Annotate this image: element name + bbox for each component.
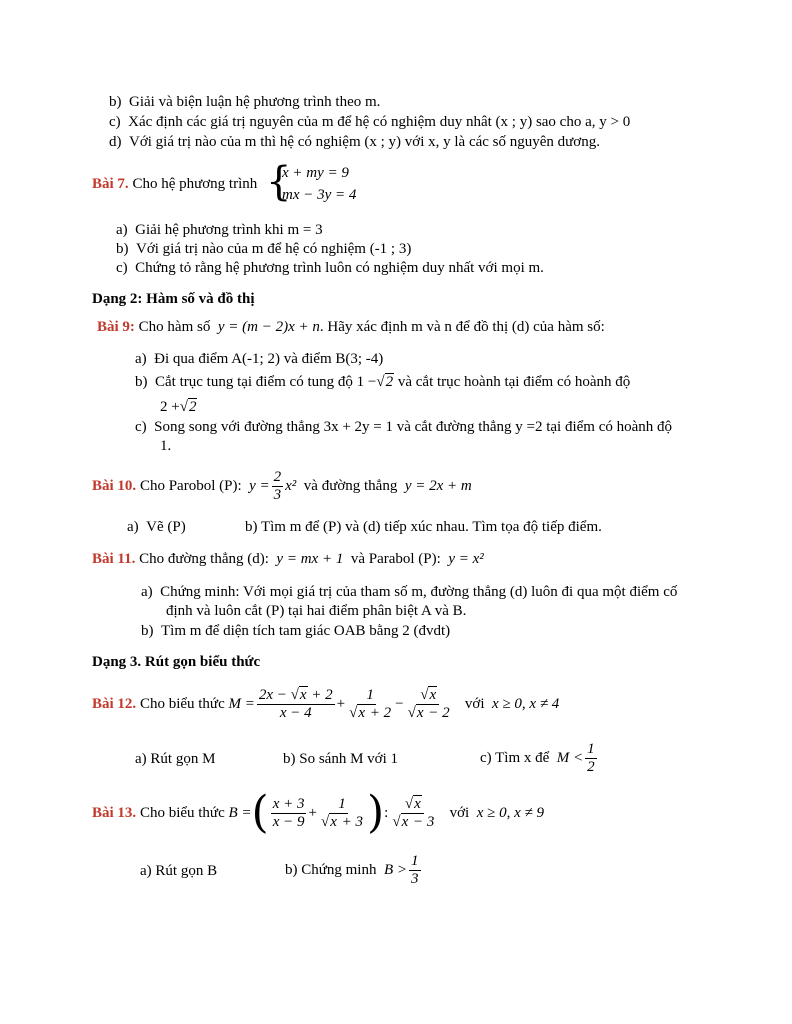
list-item-cont: định và luôn cắt (P) tại hai điểm phân biệt A và B. [166, 603, 467, 619]
bai9-heading: Bài 9: Cho hàm số y = (m − 2)x + n. Hãy xác định m và n để đồ thị (d) của hàm số: [97, 319, 605, 335]
list-item: a) Rút gọn B [140, 863, 218, 879]
list-item: a) Chứng minh: Với mọi giá trị của tham số m, đường thẳng (d) luôn đi qua một điểm cố [141, 584, 678, 600]
math-expr: 2 +√2 [160, 399, 197, 415]
bai12-heading: Bài 12. Cho biểu thức M = $\frac{2x - √x + 2}{x - 4}$ + $\frac{1}{√x + 2}$ − $\frac{√x}{√x - 2}$ với x ≥ 0, x ≠ 4 [92, 686, 560, 721]
section-heading: Dạng 3. Rút gọn biểu thức [92, 654, 261, 670]
list-item: c) Xác định các giá trị nguyên của m để hệ có nghiệm duy nhât (x ; y) sao cho a, y > 0 [109, 114, 631, 130]
list-item: a) Vẽ (P) [127, 519, 186, 535]
list-item: b) Chứng minh B > $\frac{1}{3}$ [285, 852, 419, 887]
bai7-eq2: mx − 3y = 4 [282, 187, 357, 203]
bai10-heading: Bài 10. Cho Parobol (P): y = $\frac{2}{3}$ x² và đường thẳng y = 2x + m [92, 468, 472, 503]
list-item: b) Với giá trị nào của m để hệ có nghiệm (-1 ; 3) [116, 241, 412, 257]
bai11-heading: Bài 11. Cho đường thẳng (d): y = mx + 1 và Parabol (P): y = x² [92, 551, 484, 567]
list-item: c) Song song với đường thẳng 3x + 2y = 1 và cắt đường thẳng y =2 tại điểm có hoành độ [135, 419, 673, 435]
list-item: c) Tìm x để M < $\frac{1}{2}$ [480, 740, 595, 775]
list-item: a) Giải hệ phương trình khi m = 3 [116, 222, 323, 238]
system-brace: { [266, 159, 292, 205]
list-item: a) Rút gọn M [135, 751, 216, 767]
list-item: b) Giải và biện luận hệ phương trình theo m. [109, 94, 381, 110]
list-item: b) So sánh M với 1 [283, 751, 399, 767]
list-item-cont: 1. [160, 438, 172, 454]
section-heading: Dạng 2: Hàm số và đồ thị [92, 291, 255, 307]
list-item: a) Đi qua điểm A(-1; 2) và điểm B(3; -4) [135, 351, 384, 367]
bai7-eq1: x + my = 9 [282, 165, 349, 181]
bai7-heading: Bài 7. Cho hệ phương trình [92, 176, 258, 192]
list-item: d) Với giá trị nào của m thì hệ có nghiệm (x ; y) với x, y là các số nguyên dương. [109, 134, 600, 150]
list-item: b) Tìm m để (P) và (d) tiếp xúc nhau. Tìm tọa độ tiếp điểm. [245, 519, 602, 535]
list-item: b) Tìm m để diện tích tam giác OAB bằng 2 (đvdt) [141, 623, 451, 639]
list-item: b) Cắt trục tung tại điểm có tung độ 1 −√2 và cắt trục hoành tại điểm có hoành độ [135, 374, 631, 390]
list-item: c) Chứng tỏ rằng hệ phương trình luôn có nghiệm duy nhất với mọi m. [116, 260, 544, 276]
bai13-heading: Bài 13. Cho biểu thức B = ( $\frac{x + 3}{x - 9}$ + $\frac{1}{√x + 3}$ ) : $\frac{√x}{√x - 3}$ với x ≥ 0, x ≠ 9 [92, 787, 544, 838]
